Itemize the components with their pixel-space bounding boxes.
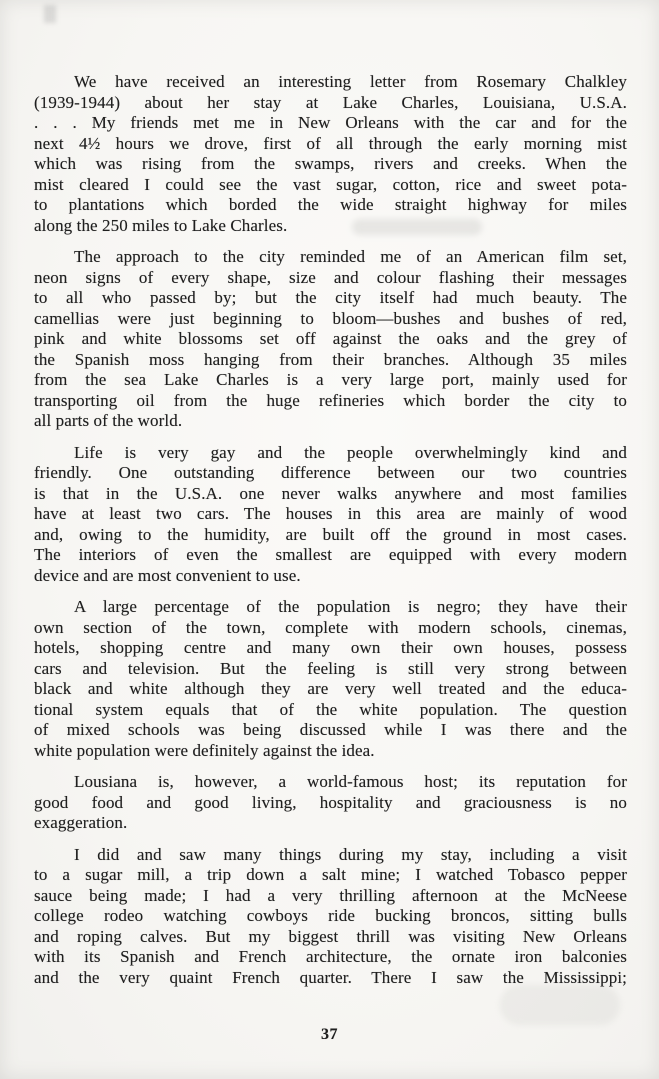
text-line: The approach to the city reminded me of an American film set, [74, 247, 627, 266]
text-line: camellias were just beginning to bloom—bushes and bushes of red, [34, 308, 627, 328]
text-line: and roping calves. But my biggest thrill was visiting New Orleans [34, 926, 627, 946]
text-line: all parts of the world. [34, 411, 183, 430]
text-line: pink and white blossoms set off against the oaks and the grey of [34, 329, 627, 348]
text-line: which was rising from the swamps, rivers and creeks. When the [34, 154, 627, 173]
text-line: Life is very gay and the people overwhelmingly kind and [74, 442, 627, 462]
text-line: own section of the town, complete with modern schools, cinemas, [34, 617, 627, 637]
text-line: and the very quaint French quarter. There I saw the Mississippi; [34, 967, 627, 987]
text-line: white population were definitely against the idea. [34, 740, 375, 760]
paragraph [34, 597, 627, 761]
paragraph [34, 443, 627, 587]
text-line: from the sea Lake Charles is a very large port, mainly used for [34, 370, 627, 389]
text-line: sauce being made; I had a very thrilling afternoon at the McNeese [34, 885, 627, 905]
letter-body [34, 72, 627, 999]
text-line: cars and television. But the feeling is still very strong between [34, 658, 627, 678]
text-line: good food and good living, hospitality and graciousness is no [34, 792, 627, 812]
text-line: have at least two cars. The houses in this area are mainly of wood [34, 504, 627, 523]
text-line: We have received an interesting letter from Rosemary Chalkley [74, 72, 627, 91]
text-line: college rodeo watching cowboys ride bucking broncos, sitting bulls [34, 906, 627, 925]
text-line: black and white although they are very well treated and the educa- [34, 679, 627, 698]
paragraph [34, 845, 627, 989]
text-line: is that in the U.S.A. one never walks anywhere and most families [34, 483, 627, 503]
text-line: along the 250 miles to Lake Charles. [34, 215, 288, 235]
text-line: next 4½ hours we drove, first of all through the early morning mist [34, 133, 627, 153]
text-line: mist cleared I could see the vast sugar, cotton, rice and sweet pota- [34, 174, 627, 194]
text-line: to a sugar mill, a trip down a salt mine; I watched Tobasco pepper [34, 865, 627, 884]
text-line: neon signs of every shape, size and colour flashing their messages [34, 267, 627, 287]
text-line: hotels, shopping centre and many own their own houses, possess [34, 638, 627, 657]
text-line: to all who passed by; but the city itself had much beauty. The [34, 288, 627, 307]
text-line: and, owing to the humidity, are built off the ground in most cases. [34, 524, 627, 544]
text-line: I did and saw many things during my stay, including a visit [74, 844, 627, 864]
text-line: A large percentage of the population is negro; they have their [74, 597, 627, 616]
text-line: of mixed schools was being discussed while I was there and the [34, 720, 627, 739]
text-line: (1939-1944) about her stay at Lake Charles, Louisiana, U.S.A. [34, 92, 627, 112]
page-number: 37 [321, 1026, 338, 1043]
text-line: friendly. One outstanding difference between our two countries [34, 463, 627, 482]
paragraph [34, 772, 627, 834]
paragraph [34, 247, 627, 432]
text-line: . . . My friends met me in New Orleans with the car and for the [34, 113, 627, 132]
text-line: the Spanish moss hanging from their branches. Although 35 miles [34, 349, 627, 369]
text-line: The interiors of even the smallest are equipped with every modern [34, 545, 627, 564]
text-line: tional system equals that of the white population. The question [34, 699, 627, 719]
text-line: exaggeration. [34, 813, 128, 832]
text-line: to plantations which borded the wide straight highway for miles [34, 195, 627, 214]
paragraph [34, 72, 627, 236]
text-line: with its Spanish and French architecture, the ornate iron balconies [34, 947, 627, 966]
text-line: transporting oil from the huge refineries which border the city to [34, 390, 627, 410]
scan-artifact [44, 5, 56, 23]
text-line: Lousiana is, however, a world-famous host; its reputation for [74, 772, 627, 791]
text-line: device and are most convenient to use. [34, 565, 301, 585]
